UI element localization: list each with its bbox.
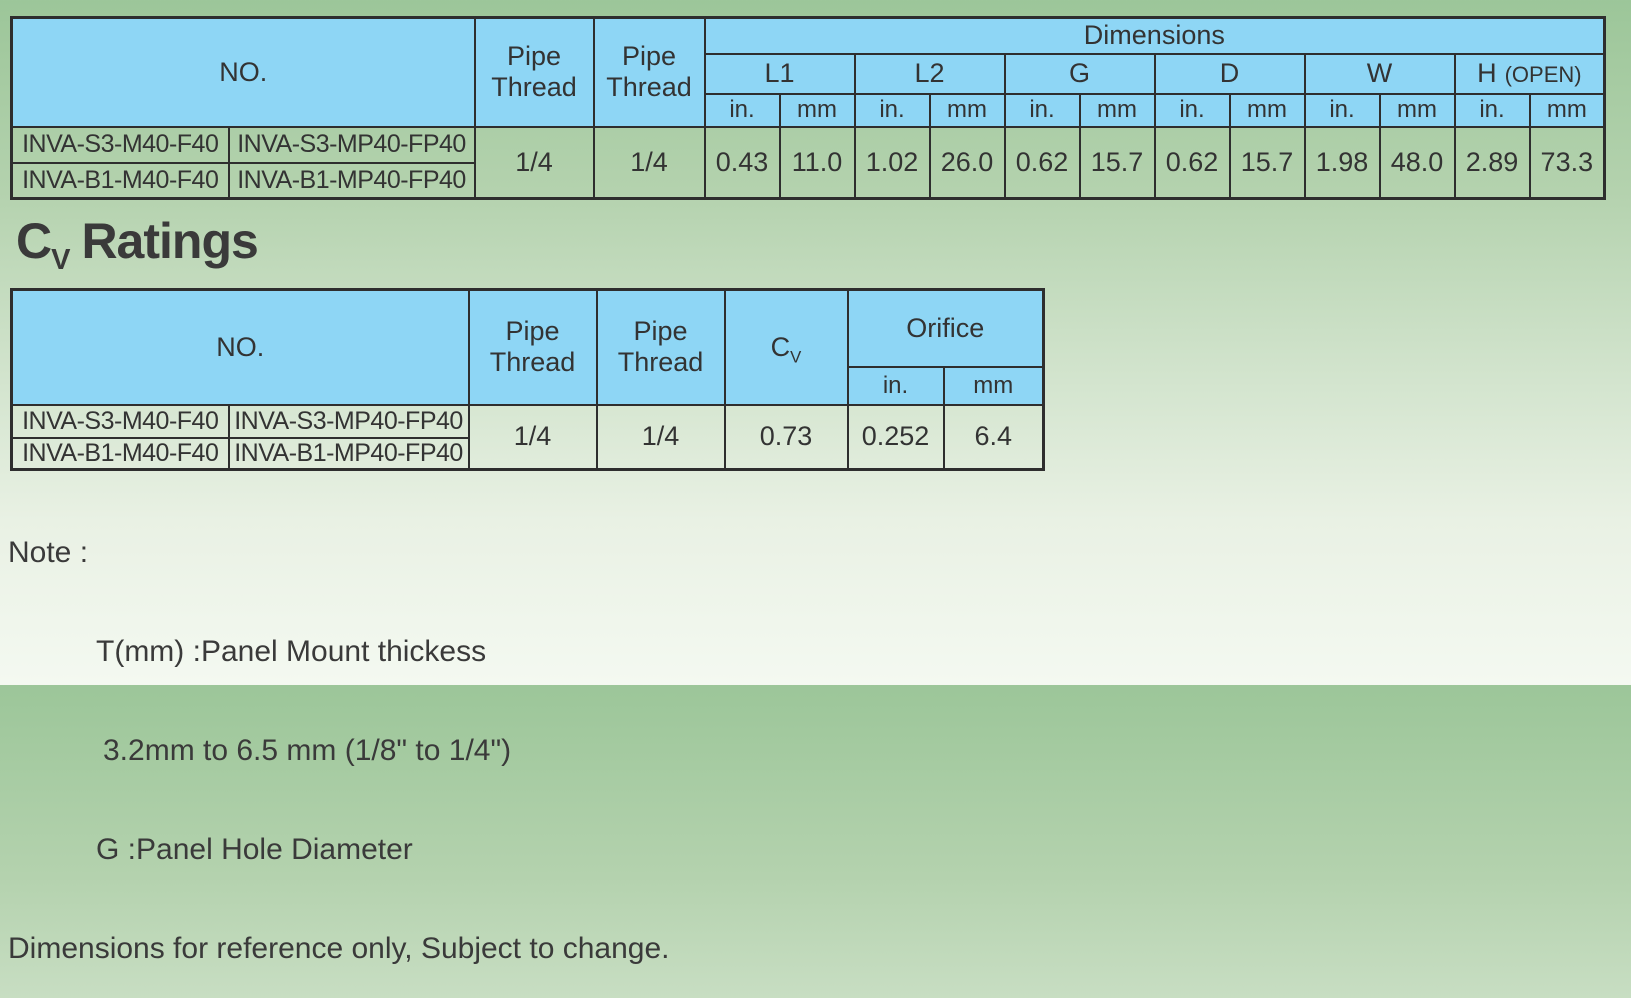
dim-group-label-w: W <box>1366 58 1393 88</box>
unit-mm-label: mm <box>1530 94 1605 127</box>
no-header-label: NO. <box>216 331 265 362</box>
dim-value-w-mm: 48.0 <box>1380 127 1455 199</box>
unit-in-label: in. <box>848 367 944 405</box>
part-number-cell: INVA-B1-MP40-FP40 <box>229 438 469 470</box>
no-header-cell <box>12 18 475 127</box>
cv-value: 0.73 <box>725 405 848 470</box>
part-number-cell: INVA-B1-M40-F40 <box>12 163 229 199</box>
dim-group-label-l2: L2 <box>914 58 945 88</box>
cv-ratings-table <box>10 288 1045 471</box>
orifice-header-cell <box>848 290 1044 367</box>
dim-group-header-d <box>1155 54 1305 94</box>
pipe-thread-1-header-label: Pipe Thread <box>491 41 577 103</box>
dim-group-header-w <box>1305 54 1455 94</box>
pipe-thread-1-value: 1/4 <box>469 405 597 470</box>
note-line: T(mm) :Panel Mount thickess <box>96 635 487 668</box>
dim-value-h-mm: 73.3 <box>1530 127 1605 199</box>
dimensions-table <box>10 16 1606 200</box>
cv-header-base: C <box>770 331 791 362</box>
dim-group-header-h-open <box>1455 54 1605 94</box>
cv-title-rest: Ratings <box>81 213 258 269</box>
pipe-thread-1-value: 1/4 <box>475 127 594 199</box>
unit-mm-label: mm <box>1080 94 1155 127</box>
pipe-thread-1-header-cell <box>475 18 594 127</box>
unit-in-label: in. <box>855 94 930 127</box>
dim-value-g-mm: 15.7 <box>1080 127 1155 199</box>
part-number-cell: INVA-S3-M40-F40 <box>12 127 229 163</box>
dimensions-header-cell <box>705 18 1605 54</box>
table-row <box>12 127 1605 163</box>
dim-value-w-in: 1.98 <box>1305 127 1380 199</box>
dim-value-g-in: 0.62 <box>1005 127 1080 199</box>
pipe-thread-2-header-cell <box>594 18 705 127</box>
unit-in-label: in. <box>1005 94 1080 127</box>
dim-value-d-in: 0.62 <box>1155 127 1230 199</box>
pipe-thread-1-header-cell <box>469 290 597 405</box>
note-label: Note : <box>8 536 89 569</box>
part-number-cell: INVA-S3-MP40-FP40 <box>229 127 475 163</box>
cv-header-subscript: V <box>790 347 802 367</box>
pipe-thread-1-header-label: Pipe Thread <box>489 316 576 378</box>
pipe-thread-2-header-label: Pipe Thread <box>617 316 704 378</box>
cv-header-cell <box>725 290 848 405</box>
dim-value-l1-mm: 11.0 <box>780 127 855 199</box>
cv-header-row <box>12 290 1044 367</box>
dim-group-label-h-suffix: (OPEN) <box>1504 62 1582 87</box>
dim-group-header-g <box>1005 54 1155 94</box>
part-number-cell: INVA-B1-MP40-FP40 <box>229 163 475 199</box>
unit-mm-label: mm <box>1230 94 1305 127</box>
orifice-in-value: 0.252 <box>848 405 944 470</box>
note-line: 3.2mm to 6.5 mm (1/8" to 1/4") <box>103 734 512 767</box>
unit-in-label: in. <box>1305 94 1380 127</box>
dimensions-header-label: Dimensions <box>1083 20 1225 51</box>
pipe-thread-2-header-label: Pipe Thread <box>606 41 692 103</box>
unit-mm-label: mm <box>780 94 855 127</box>
unit-in-label: in. <box>1155 94 1230 127</box>
unit-mm-label: mm <box>930 94 1005 127</box>
no-header-cell <box>12 290 469 405</box>
orifice-mm-value: 6.4 <box>944 405 1044 470</box>
dim-group-header-l1 <box>705 54 855 94</box>
part-number-cell: INVA-S3-M40-F40 <box>12 405 229 438</box>
dim-group-label-h: H <box>1477 58 1497 88</box>
dimensions-header-row <box>12 18 1605 54</box>
pipe-thread-2-header-cell <box>597 290 725 405</box>
note-footer: Dimensions for reference only, Subject to change. <box>8 932 670 965</box>
notes-section <box>8 470 669 998</box>
no-header-label: NO. <box>219 56 268 87</box>
note-line: G :Panel Hole Diameter <box>96 833 413 866</box>
dim-group-label-g: G <box>1069 58 1091 88</box>
dim-value-l2-mm: 26.0 <box>930 127 1005 199</box>
orifice-header-label: Orifice <box>906 312 985 343</box>
part-number-cell: INVA-S3-MP40-FP40 <box>229 405 469 438</box>
unit-mm-label: mm <box>1380 94 1455 127</box>
unit-in-label: in. <box>1455 94 1530 127</box>
dim-value-d-mm: 15.7 <box>1230 127 1305 199</box>
dim-value-l2-in: 1.02 <box>855 127 930 199</box>
dim-group-header-l2 <box>855 54 1005 94</box>
dim-group-label-l1: L1 <box>764 58 795 88</box>
table-row <box>12 405 1044 438</box>
cv-ratings-title <box>16 212 258 276</box>
unit-mm-label: mm <box>944 367 1044 405</box>
cv-title-base: C <box>16 213 52 269</box>
pipe-thread-2-value: 1/4 <box>597 405 725 470</box>
dim-value-l1-in: 0.43 <box>705 127 780 199</box>
pipe-thread-2-value: 1/4 <box>594 127 705 199</box>
dim-group-label-d: D <box>1219 58 1240 88</box>
cv-title-subscript: V <box>51 244 70 276</box>
part-number-cell: INVA-B1-M40-F40 <box>12 438 229 470</box>
unit-in-label: in. <box>705 94 780 127</box>
dim-value-h-in: 2.89 <box>1455 127 1530 199</box>
